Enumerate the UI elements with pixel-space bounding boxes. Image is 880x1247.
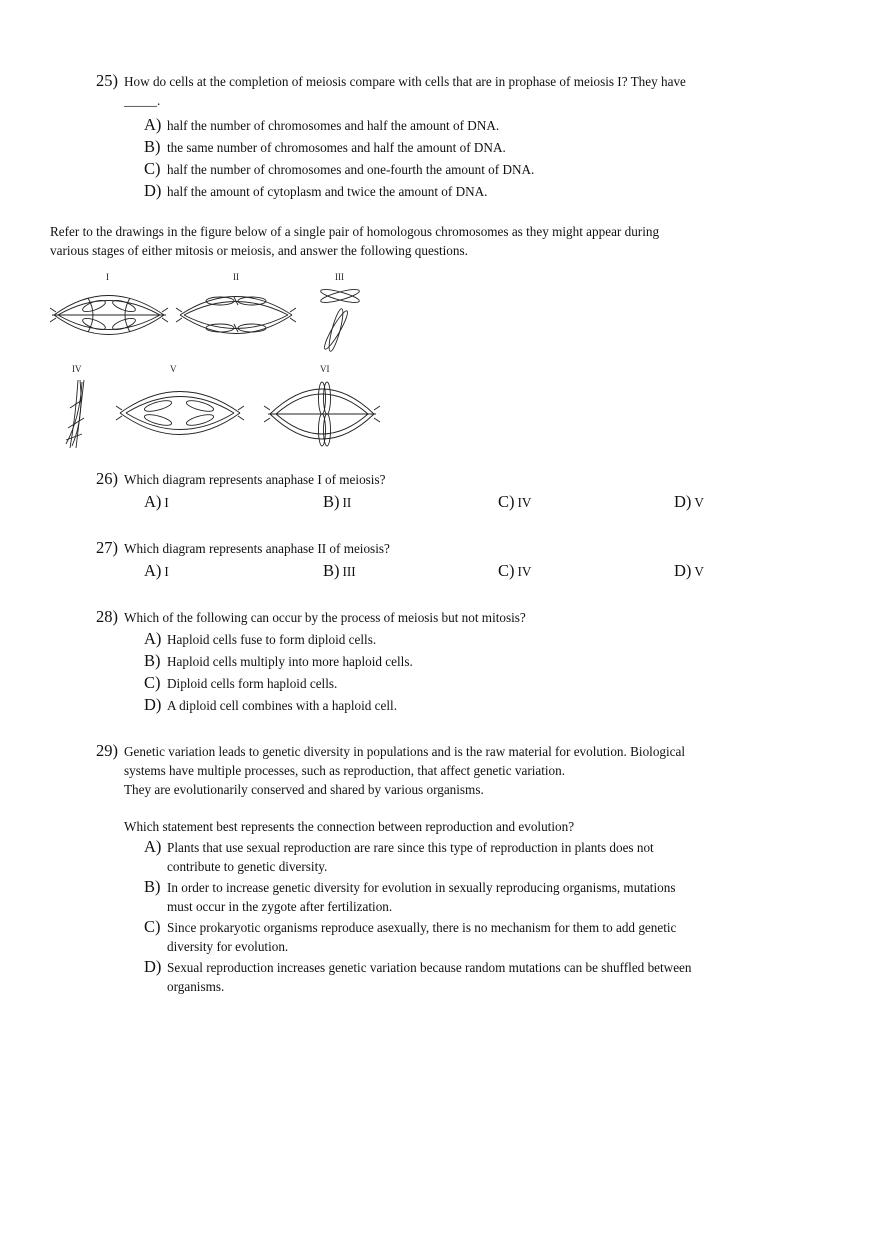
question-number: 29) [96, 741, 118, 760]
option-b[interactable] [144, 138, 746, 157]
figure-label-iii: III [335, 272, 344, 282]
option-c[interactable] [498, 560, 531, 583]
question-number: 26) [96, 469, 118, 488]
diagram-iii [320, 287, 361, 352]
question-25 [96, 72, 746, 201]
question-text-line: Genetic variation leads to genetic diversity in populations and is the raw material for evolution. Biological [124, 744, 686, 759]
option-d[interactable] [674, 560, 704, 583]
option-text: I [164, 564, 169, 579]
option-letter: D) [144, 181, 162, 200]
option-letter: A) [144, 629, 162, 648]
option-d[interactable] [674, 491, 704, 514]
option-letter: A) [144, 837, 162, 856]
option-text: I [164, 495, 169, 510]
option-c[interactable] [144, 918, 756, 956]
figure-label-ii: II [233, 272, 239, 282]
option-letter: B) [323, 492, 340, 511]
question-text-line: They are evolutionarily conserved and shared by various organisms. [124, 782, 484, 797]
figure-label-iv: IV [72, 364, 82, 374]
option-c[interactable] [498, 491, 531, 514]
intro-line: various stages of either mitosis or meiosis, and answer the following questions. [50, 243, 468, 258]
question-number: 28) [96, 607, 118, 626]
option-text: half the amount of cytoplasm and twice the amount of DNA. [167, 184, 488, 199]
option-letter: C) [144, 917, 161, 936]
option-letter: C) [144, 159, 161, 178]
diagram-ii [176, 297, 296, 334]
answer-blank: _____. [124, 93, 161, 108]
option-d[interactable] [144, 182, 746, 201]
option-text: must occur in the zygote after fertilization. [167, 899, 393, 914]
option-letter: B) [144, 877, 161, 896]
option-letter: D) [144, 957, 162, 976]
option-b[interactable] [144, 878, 756, 916]
option-letter: A) [144, 492, 162, 511]
option-c[interactable] [144, 160, 746, 179]
figure-label-i: I [106, 272, 109, 282]
option-text: Diploid cells form haploid cells. [167, 676, 338, 691]
option-text: III [342, 564, 356, 579]
question-27 [96, 539, 746, 582]
figure-label-vi: VI [320, 364, 330, 374]
question-text: Which diagram represents anaphase II of meiosis? [124, 541, 390, 556]
option-d[interactable] [144, 696, 746, 715]
option-letter: D) [144, 695, 162, 714]
option-a[interactable] [144, 116, 746, 135]
intro-line: Refer to the drawings in the figure below of a single pair of homologous chromosomes as they might appear during [50, 224, 660, 239]
question-text [124, 742, 756, 836]
question-28 [96, 608, 746, 715]
option-text: Sexual reproduction increases genetic variation because random mutations can be shuffled between [167, 960, 692, 975]
option-text: organisms. [167, 979, 225, 994]
option-text: half the number of chromosomes and one-fourth the amount of DNA. [167, 162, 535, 177]
question-text-line: systems have multiple processes, such as reproduction, that affect genetic variation. [124, 763, 566, 778]
option-text: V [694, 564, 704, 579]
option-letter: B) [323, 561, 340, 580]
question-number: 27) [96, 538, 118, 557]
option-letter: A) [144, 561, 162, 580]
question-text [124, 72, 746, 110]
option-c[interactable] [144, 674, 746, 693]
option-text: half the number of chromosomes and half the amount of DNA. [167, 118, 500, 133]
diagram-v [116, 392, 244, 435]
option-text: V [694, 495, 704, 510]
question-prompt: Which statement best represents the connection between reproduction and evolution? [124, 819, 575, 834]
option-text: Since prokaryotic organisms reproduce asexually, there is no mechanism for them to add genetic [167, 920, 677, 935]
diagram-vi [264, 382, 380, 446]
question-text: Which of the following can occur by the process of meiosis but not mitosis? [124, 610, 526, 625]
option-letter: D) [674, 561, 692, 580]
diagram-iv [66, 380, 84, 448]
option-letter: C) [144, 673, 161, 692]
option-b[interactable] [323, 560, 356, 583]
question-text: Which diagram represents anaphase I of meiosis? [124, 472, 386, 487]
option-text: Plants that use sexual reproduction are rare since this type of reproduction in plants does not [167, 840, 654, 855]
options-row [96, 491, 746, 513]
option-text: IV [517, 495, 532, 510]
option-text: Haploid cells multiply into more haploid cells. [167, 654, 413, 669]
option-letter: D) [674, 492, 692, 511]
figure-label-v: V [170, 364, 177, 374]
option-text: diversity for evolution. [167, 939, 289, 954]
option-a[interactable] [144, 630, 746, 649]
option-a[interactable] [144, 560, 169, 583]
option-text: the same number of chromosomes and half the amount of DNA. [167, 140, 506, 155]
option-text: A diploid cell combines with a haploid cell. [167, 698, 398, 713]
question-number: 25) [96, 71, 118, 90]
option-letter: A) [144, 115, 162, 134]
option-text: IV [517, 564, 532, 579]
figure-intro [50, 222, 750, 260]
chromosome-figure [40, 268, 390, 458]
question-text-line: How do cells at the completion of meiosis compare with cells that are in prophase of meiosis I? They have [124, 74, 686, 89]
option-letter: C) [498, 561, 515, 580]
option-text: contribute to genetic diversity. [167, 859, 328, 874]
option-a[interactable] [144, 491, 169, 514]
option-letter: B) [144, 651, 161, 670]
question-29 [96, 742, 756, 996]
options-row [96, 560, 746, 582]
option-letter: B) [144, 137, 161, 156]
option-d[interactable] [144, 958, 756, 996]
option-a[interactable] [144, 838, 756, 876]
question-26 [96, 470, 746, 513]
option-letter: C) [498, 492, 515, 511]
option-text: In order to increase genetic diversity for evolution in sexually reproducing organisms, mutations [167, 880, 676, 895]
diagram-i [50, 296, 168, 335]
option-b[interactable] [323, 491, 351, 514]
option-b[interactable] [144, 652, 746, 671]
option-text: II [342, 495, 352, 510]
option-text: Haploid cells fuse to form diploid cells. [167, 632, 377, 647]
